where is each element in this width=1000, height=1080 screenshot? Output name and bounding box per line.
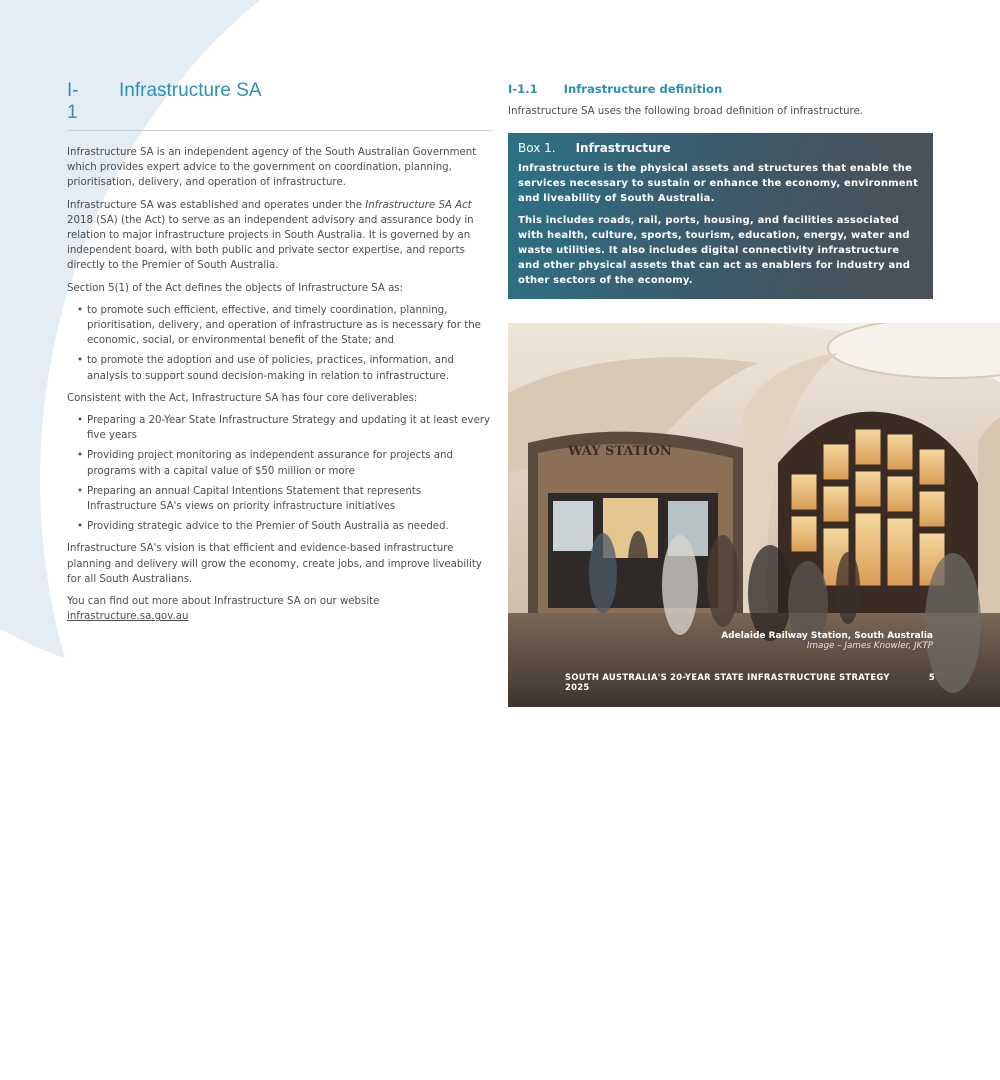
- page-number: 5: [928, 672, 935, 682]
- website-paragraph: You can find out more about Infrastructure SA on our website infrastructure.sa.gov.au: [67, 596, 380, 623]
- website-link[interactable]: infrastructure.sa.gov.au: [67, 611, 189, 623]
- section-title: Infrastructure SA: [119, 80, 262, 101]
- intro-paragraph: Infrastructure SA is an independent agency of the South Australian Government which provides expert advice to the government on coordination, planning, prioritisation, delivery, and operation of infrastructure.: [67, 147, 477, 189]
- list-item: • Preparing an annual Capital Intentions Statement that represents Infrastructure SA's views on priority infrastructure initiatives: [77, 484, 492, 514]
- left-column: [67, 80, 492, 631]
- objects-intro: Section 5(1) of the Act defines the objects of Infrastructure SA as:: [67, 282, 404, 294]
- box-paragraph: This includes roads, rail, ports, housing, and facilities associated with health, culture, sports, tourism, education, energy, water and waste utilities. It also includes digital connectivity infrastructure and other physical assets that can act as enablers for industry and other sectors of the economy.: [518, 214, 911, 287]
- station-sign: WAY STATION: [568, 444, 672, 459]
- vision-paragraph: Infrastructure SA's vision is that efficient and evidence-based infrastructure planning and delivery will grow the economy, create jobs, and improve liveability for all South Australians.: [67, 543, 482, 585]
- box-paragraph: Infrastructure is the physical assets and structures that enable the services necessary to sustain or enhance the economy, environment and liveability of South Australia.: [518, 163, 919, 205]
- section-number: I-1: [67, 80, 79, 123]
- page-footer: [565, 672, 935, 692]
- objects-list: [67, 303, 492, 384]
- list-item: • Providing project monitoring as independent assurance for projects and programs with a capital value of $50 million or more: [77, 448, 492, 478]
- footer-title: SOUTH AUSTRALIA'S 20-YEAR STATE INFRASTRUCTURE STRATEGY 2025: [565, 672, 890, 692]
- subsection-number: I-1.1: [508, 82, 538, 96]
- box-label: Box 1.: [518, 141, 556, 155]
- subsection-intro: Infrastructure SA uses the following broad definition of infrastructure.: [508, 106, 864, 117]
- subsection-title: Infrastructure definition: [563, 82, 723, 96]
- subsection-heading: [508, 82, 933, 96]
- box-title: Infrastructure: [575, 141, 671, 155]
- act-paragraph: Infrastructure SA was established and operates under the Infrastructure SA Act 2018 (SA) (the Act) to serve as an independent advisory and assurance body in relation to major infrastructure projects in South Australia. It is governed by an independent board, with both public and private sector expertise, and reports directly to the Premier of South Australia.: [67, 199, 474, 272]
- list-item: • to promote such efficient, effective, and timely coordination, planning, prioritisation, delivery, and operation of infrastructure as is necessary for the economic, social, or environmental benefit of the State; and: [77, 303, 492, 349]
- caption-title: Adelaide Railway Station, South Australia: [721, 631, 933, 641]
- definition-box: [508, 133, 933, 299]
- photo-caption: [721, 631, 933, 651]
- section-heading: [67, 80, 492, 131]
- list-item: • Preparing a 20-Year State Infrastructure Strategy and updating it at least every five years: [77, 413, 492, 443]
- list-item: • to promote the adoption and use of policies, practices, information, and analysis to support sound decision-making in relation to infrastructure.: [77, 353, 492, 383]
- act-name: Infrastructure SA Act: [365, 199, 472, 211]
- caption-credit: Image – James Knowler, JKTP: [806, 641, 933, 651]
- right-column: [508, 82, 933, 299]
- list-item: • Providing strategic advice to the Premier of South Australia as needed.: [77, 519, 492, 534]
- box-heading: [518, 141, 921, 155]
- deliverables-intro: Consistent with the Act, Infrastructure SA has four core deliverables:: [67, 392, 418, 404]
- deliverables-list: [67, 413, 492, 534]
